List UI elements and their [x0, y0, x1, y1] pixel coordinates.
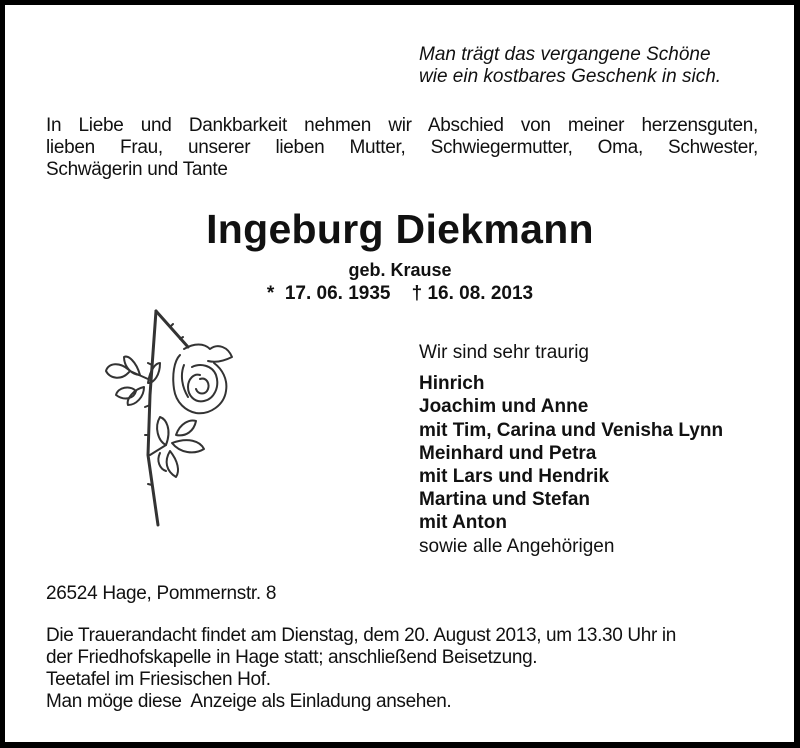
motto-line: wie ein kostbares Geschenk in sich. [419, 66, 722, 87]
mourner: Hinrich [419, 373, 485, 395]
mourner: Joachim und Anne [419, 396, 589, 418]
mourner: mit Anton [419, 512, 507, 534]
mourners-outro: sowie alle Angehörigen [419, 535, 615, 557]
mourner: mit Tim, Carina und Venisha Lynn [419, 419, 724, 441]
service-line: Teetafel im Friesischen Hof. [46, 669, 271, 690]
service-line: Man möge diese Anzeige als Einladung ansehen. [46, 691, 452, 712]
mourner: Meinhard und Petra [419, 442, 597, 464]
intro-line: Schwägerin und Tante [46, 159, 228, 180]
life-dates: * 17. 06. 1935 † 16. 08. 2013 [266, 283, 534, 304]
mourners-list [419, 341, 723, 558]
address: 26524 Hage, Pommernstr. 8 [46, 583, 277, 604]
motto-quote [419, 44, 721, 88]
intro-line: In Liebe und Dankbarkeit nehmen wir Abschied von meiner herzensguten, [46, 115, 758, 136]
rose-icon [100, 305, 240, 530]
motto-line: Man trägt das vergangene Schöne [419, 44, 711, 65]
service-line: Die Trauerandacht findet am Dienstag, dem 20. August 2013, um 13.30 Uhr in [46, 625, 676, 646]
deceased-name: Ingeburg Diekmann [206, 206, 594, 252]
mourner: mit Lars und Hendrik [419, 466, 610, 488]
service-line: der Friedhofskapelle in Hage statt; anschließend Beisetzung. [46, 647, 538, 668]
maiden-name: geb. Krause [348, 260, 452, 280]
service-info [46, 625, 766, 713]
intro-line: lieben Frau, unserer lieben Mutter, Schwiegermutter, Oma, Schwester, [46, 137, 758, 158]
mourners-intro: Wir sind sehr traurig [419, 342, 589, 363]
intro-text [46, 115, 758, 181]
mourner: Martina und Stefan [419, 489, 591, 511]
